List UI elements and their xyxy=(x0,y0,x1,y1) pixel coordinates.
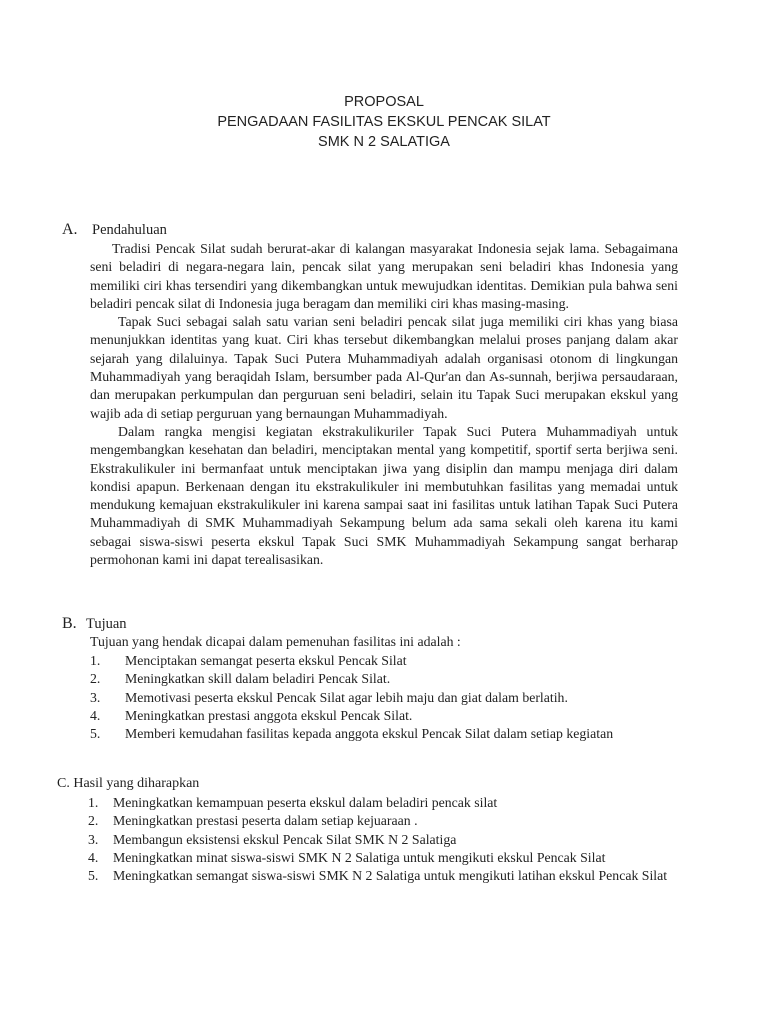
document-title xyxy=(0,92,768,152)
list-number: 5. xyxy=(90,726,101,742)
list-text: Menciptakan semangat peserta ekskul Pencak Silat xyxy=(125,653,407,668)
list-number: 3. xyxy=(88,831,99,847)
list-number: 1. xyxy=(88,795,99,810)
section-b-intro xyxy=(90,633,678,651)
list-item xyxy=(90,670,690,688)
list-item xyxy=(88,849,668,867)
section-a-letter: A. xyxy=(62,221,78,238)
list-text: Memotivasi peserta ekskul Pencak Silat agar lebih maju dan giat dalam berlatih. xyxy=(125,689,568,705)
section-a-title: Pendahuluan xyxy=(92,222,167,238)
section-a-body xyxy=(90,240,678,569)
list-number: 1. xyxy=(90,653,101,668)
list-number: 2. xyxy=(88,813,99,829)
list-text: Meningkatkan prestasi peserta dalam setiap kejuaraan . xyxy=(113,813,418,829)
paragraph: Dalam rangka mengisi kegiatan ekstrakulikuriler Tapak Suci Putera Muhammadiyah untuk mengembangkan kesehatan dan beladiri, menciptakan mental yang kompetitif, sportif serta berjiwa seni. Ekstrakulikuler ini bermanfaat untuk menciptakan jiwa yang disiplin dan mampu menjaga diri dalam kondisi apapun. Berkenaan dengan itu ekstrakulikuler ini membutuhkan fasilitas yang memadai untuk mendukung kemajuan ekstrakulikuler ini karena sampai saat ini fasilitas untuk latihan Tapak Suci Putera Muhammadiyah di SMK Muhammadiyah Sekampung belum ada sama sekali oleh karena itu kami sebagai siswa-siswi peserta ekskul Tapak Suci SMK Muhammadiyah Sekampung sangat berharap permohonan kami ini dapat terealisasikan. xyxy=(90,423,678,568)
title-line: PROPOSAL xyxy=(344,94,424,110)
section-b-title: Tujuan xyxy=(86,616,127,632)
list-text: Meningkatkan prestasi anggota ekskul Pencak Silat. xyxy=(125,707,413,723)
list-text: Meningkatkan minat siswa-siswi SMK N 2 Salatiga untuk mengikuti ekskul Pencak Silat xyxy=(113,849,606,865)
list-text: Memberi kemudahan fasilitas kepada anggota ekskul Pencak Silat dalam setiap kegiatan xyxy=(125,726,614,742)
title-line: SMK N 2 SALATIGA xyxy=(318,134,450,150)
list-item xyxy=(90,725,690,743)
title-line: PENGADAAN FASILITAS EKSKUL PENCAK SILAT xyxy=(217,114,551,130)
section-b-letter: B. xyxy=(62,615,77,632)
list-text: Meningkatkan kemampuan peserta ekskul dalam beladiri pencak silat xyxy=(113,795,498,810)
list-item xyxy=(88,867,668,885)
list-number: 4. xyxy=(90,707,101,723)
list-text: Membangun eksistensi ekskul Pencak Silat SMK N 2 Salatiga xyxy=(113,831,457,847)
paragraph: Tujuan yang hendak dicapai dalam pemenuhan fasilitas ini adalah : xyxy=(90,634,461,649)
section-c-heading: C. Hasil yang diharapkan xyxy=(57,776,200,791)
list-item xyxy=(90,652,690,670)
list-number: 4. xyxy=(88,849,99,865)
section-b-list xyxy=(90,652,690,743)
section-a-heading xyxy=(62,221,167,239)
list-number: 3. xyxy=(90,689,101,705)
paragraph: Tradisi Pencak Silat sudah berurat-akar di kalangan masyarakat Indonesia sejak lama. Sebagaimana seni beladiri di negara-negara lain, pencak silat yang merupakan seni beladiri khas Indonesia yang memiliki ciri khas tersendiri yang dikembangkan untuk mewujudkan identitas. Demikian pula bahwa seni beladiri pencak silat di Indonesia juga beragam dan memiliki ciri khas masing-masing. xyxy=(90,241,678,311)
list-number: 5. xyxy=(88,868,99,884)
list-item xyxy=(88,812,668,830)
list-item xyxy=(90,689,690,707)
list-item xyxy=(90,707,690,725)
section-c-list xyxy=(88,794,668,885)
list-text: Meningkatkan skill dalam beladiri Pencak Silat. xyxy=(125,671,391,687)
list-number: 2. xyxy=(90,671,101,687)
list-item xyxy=(88,831,668,849)
section-b-heading xyxy=(62,615,127,633)
list-item xyxy=(88,794,668,812)
list-text: Meningkatkan semangat siswa-siswi SMK N 2 Salatiga untuk mengikuti latihan ekskul Pencak Silat xyxy=(113,868,668,884)
paragraph: Tapak Suci sebagai salah satu varian seni beladiri pencak silat juga memiliki ciri khas yang biasa menunjukkan identitas yang kuat. Ciri khas tersebut dikembangkan melalui proses panjang dalam akar sejarah yang dilaluinya. Tapak Suci Putera Muhammadiyah adalah organisasi otonom di lingkungan Muhammadiyah yang beraqidah Islam, bersumber pada Al-Qur'an dan As-sunnah, berjiwa persaudaraan, dan merupakan perkumpulan dan perguruan seni beladiri, selain itu Tapak Suci merupakan ekskul yang wajib ada di setiap perguruan yang bernaungan Muhammadiyah. xyxy=(90,314,678,421)
